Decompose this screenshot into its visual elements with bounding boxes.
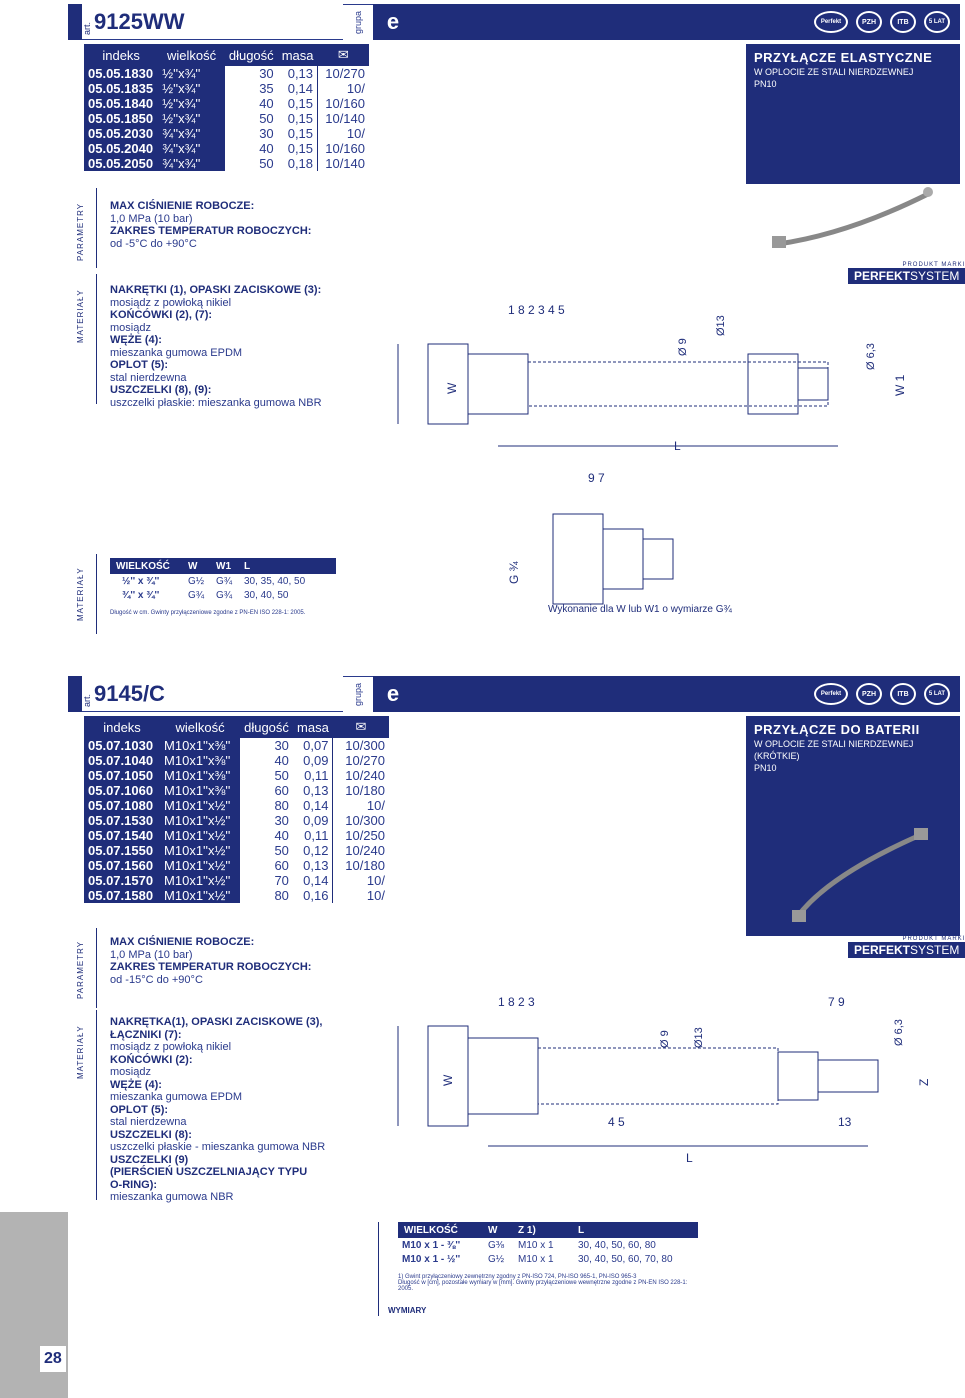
row-opakowanie: 10/ bbox=[333, 873, 389, 888]
row-dlugosc: 70 bbox=[274, 873, 289, 888]
dim-13: 13 bbox=[838, 1115, 852, 1129]
row-masa: 0,09 bbox=[303, 753, 329, 768]
product-row bbox=[84, 96, 369, 111]
row-opakowanie: 10/300 bbox=[333, 738, 389, 753]
dim-W: W bbox=[441, 1074, 455, 1086]
product-subtitle: W OPLOCIE ZE STALI NIERDZEWNEJ bbox=[754, 67, 914, 77]
col-dlugosc: długość bbox=[225, 44, 278, 66]
row-dlugosc: 30 bbox=[259, 126, 274, 141]
perfekt-logo-icon: Perfekt bbox=[814, 683, 848, 705]
5-lat-logo-icon: 5 LAT bbox=[924, 683, 950, 705]
pzh-logo-icon: PZH bbox=[856, 683, 882, 705]
row-masa: 0,13 bbox=[303, 858, 329, 873]
row-wielkosc: M10x1''x½'' bbox=[160, 873, 240, 888]
row-indeks: 05.07.1530 bbox=[84, 813, 160, 828]
row-wielkosc: M10x1''x⅜'' bbox=[160, 753, 240, 768]
row-dlugosc: 30 bbox=[274, 813, 289, 828]
dim-phi9: Ø 9 bbox=[659, 1030, 671, 1048]
col-wielkosc: wielkość bbox=[158, 44, 225, 66]
sizes-note-1: 1) Gwint przyłączeniowy zewnętrzny zgodny z PN-ISO 724, PN-ISO 965-1, PN-ISO 965-3 bbox=[398, 1274, 637, 1280]
sizes-row: M10 x 1 - ⅜'' G⅜ M10 x 1 30, 40, 50, 60, 80 bbox=[402, 1239, 656, 1251]
dim-phi13: Ø13 bbox=[715, 315, 727, 336]
row-indeks: 05.07.1540 bbox=[84, 828, 160, 843]
row-wielkosc: M10x1''x½'' bbox=[160, 828, 240, 843]
materialy-block: NAKRĘTKA(1), OPASKI ZACISKOWE (3), ŁĄCZNIKI (7): mosiądz z powłoką nikiel KOŃCÓWKI (2): mosiądz WĘŻE (4): mieszanka gumowa EPDM OPLOT (5): stal nierdzewna USZCZELKI (8): uszczelki płaskie - mieszanka gumowa NBR USZCZELKI (9) (PIERŚCIEŃ USZCZELNIAJĄCY TYPU O-RING): mieszanka gumowa NBR bbox=[110, 1016, 326, 1203]
product-row bbox=[84, 843, 389, 858]
row-opakowanie: 10/300 bbox=[333, 813, 389, 828]
row-wielkosc: M10x1''x½'' bbox=[160, 813, 240, 828]
wymiary-label: WYMIARY bbox=[388, 1306, 427, 1315]
row-indeks: 05.07.1080 bbox=[84, 798, 160, 813]
row-indeks: 05.07.1550 bbox=[84, 843, 160, 858]
product-row bbox=[84, 753, 389, 768]
sizes-row: ½'' x ¾'' G½ G¾ 30, 35, 40, 50 bbox=[122, 575, 306, 587]
product-row bbox=[84, 858, 389, 873]
row-masa: 0,18 bbox=[287, 156, 314, 171]
wykonanie-note: Wykonanie dla W lub W1 o wymiarze G¾ bbox=[548, 604, 732, 615]
product-row bbox=[84, 813, 389, 828]
page-number: 28 bbox=[40, 1346, 66, 1372]
sizes-table: WIELKOŚĆ W Z 1) L M10 x 1 - ⅜'' G⅜ M10 x 1 30, 40, 50, 60, 80 M10 x 1 - ½'' G½ M10 x 1 30, 40, 50, 60, 70, 80 1) Gwint przyłączeniowy zewnętrzny zgodny z PN-ISO 724, PN-ISO 965-1, PN-ISO 965-3 Długość w [cm], pozostałe wymiary w [mm]. Gwinty przyłączeniowe wewnętrzne zgodne z PN-EN ISO 228-1: 2005. bbox=[398, 1222, 698, 1292]
row-dlugosc: 35 bbox=[259, 81, 274, 96]
row-wielkosc: M10x1''x⅜'' bbox=[160, 768, 240, 783]
row-masa: 0,16 bbox=[303, 888, 329, 903]
row-indeks: 05.05.2030 bbox=[84, 126, 158, 141]
product-title: PRZYŁĄCZE DO BATERII bbox=[754, 722, 920, 737]
col-opakowanie-icon: ✉ bbox=[318, 44, 369, 66]
row-indeks: 05.05.1850 bbox=[84, 111, 158, 126]
row-dlugosc: 60 bbox=[274, 858, 289, 873]
row-opakowanie: 10/180 bbox=[333, 783, 389, 798]
product-subtitle-short: (KRÓTKIE) bbox=[754, 751, 800, 761]
row-opakowanie: 10/180 bbox=[333, 858, 389, 873]
certification-logos bbox=[413, 676, 960, 712]
product-row bbox=[84, 156, 369, 171]
dim-phi63: Ø 6,3 bbox=[893, 1019, 905, 1046]
row-opakowanie: 10/270 bbox=[333, 753, 389, 768]
sizes-note: Długość w cm. Gwinty przyłączeniowe zgodne z PN-EN ISO 228-1: 2005. bbox=[110, 610, 306, 616]
sizes-row: ¾'' x ¾'' G¾ G¾ 30, 40, 50 bbox=[122, 589, 289, 601]
perfekt-logo-icon: Perfekt bbox=[814, 11, 848, 33]
row-indeks: 05.07.1040 bbox=[84, 753, 160, 768]
row-wielkosc: ½''x¾'' bbox=[158, 111, 225, 126]
product-subtitle: W OPLOCIE ZE STALI NIERDZEWNEJ bbox=[754, 739, 914, 749]
row-masa: 0,07 bbox=[303, 738, 329, 753]
dim-W1: W 1 bbox=[893, 374, 907, 396]
row-wielkosc: M10x1''x⅜'' bbox=[160, 783, 240, 798]
product-row bbox=[84, 81, 369, 96]
section-header bbox=[68, 676, 960, 712]
row-indeks: 05.07.1050 bbox=[84, 768, 160, 783]
row-masa: 0,15 bbox=[287, 96, 314, 111]
row-masa: 0,12 bbox=[303, 843, 329, 858]
parametry-block: MAX CIŚNIENIE ROBOCZE: 1,0 MPa (10 bar) ZAKRES TEMPERATUR ROBOCZYCH: od -5°C do +90°C bbox=[110, 200, 312, 250]
dim-G34: G ¾ bbox=[507, 561, 521, 584]
row-indeks: 05.05.1830 bbox=[84, 66, 158, 81]
product-row bbox=[84, 111, 369, 126]
product-row bbox=[84, 783, 389, 798]
row-masa: 0,11 bbox=[304, 768, 329, 783]
row-wielkosc: ½''x¾'' bbox=[158, 66, 225, 81]
product-table bbox=[84, 44, 369, 171]
row-indeks: 05.07.1060 bbox=[84, 783, 160, 798]
row-dlugosc: 50 bbox=[274, 768, 289, 783]
row-indeks: 05.07.1580 bbox=[84, 888, 160, 903]
row-dlugosc: 30 bbox=[274, 738, 289, 753]
left-accent-bar bbox=[68, 4, 82, 40]
row-dlugosc: 40 bbox=[274, 828, 289, 843]
article-title: art. 9125WW bbox=[68, 4, 323, 40]
row-dlugosc: 80 bbox=[274, 798, 289, 813]
row-wielkosc: ¾''x¾'' bbox=[158, 126, 225, 141]
row-opakowanie: 10/140 bbox=[318, 111, 369, 126]
col-indeks: indeks bbox=[84, 716, 160, 738]
row-indeks: 05.07.1570 bbox=[84, 873, 160, 888]
sizes-note-2: Długość w [cm], pozostałe wymiary w [mm]. Gwinty przyłączeniowe wewnętrzne zgodne z PN-EN ISO 228-1: 2005. bbox=[398, 1280, 688, 1292]
product-pn: PN10 bbox=[754, 79, 777, 89]
product-section-9125ww bbox=[68, 4, 965, 644]
col-dlugosc: długość bbox=[240, 716, 293, 738]
row-opakowanie: 10/240 bbox=[333, 843, 389, 858]
materialy-block: NAKRĘTKI (1), OPASKI ZACISKOWE (3): mosiądz z powłoką nikiel KOŃCÓWKI (2), (7): mosiądz WĘŻE (4): mieszanka gumowa EPDM OPLOT (5): stal nierdzewna USZCZELKI (8), (9): uszczelki płaskie: mieszanka gumowa NBR bbox=[110, 284, 322, 409]
grupa-label: grupa bbox=[343, 676, 373, 712]
row-wielkosc: M10x1''x⅜'' bbox=[160, 738, 240, 753]
itb-logo-icon: ITB bbox=[890, 683, 916, 705]
technical-drawing-9125ww bbox=[368, 284, 907, 624]
row-masa: 0,15 bbox=[287, 126, 314, 141]
row-opakowanie: 10/160 bbox=[318, 141, 369, 156]
pzh-logo-icon: PZH bbox=[856, 11, 882, 33]
row-dlugosc: 50 bbox=[259, 156, 274, 171]
hose-photo bbox=[768, 816, 948, 926]
row-masa: 0,13 bbox=[303, 783, 329, 798]
row-wielkosc: ½''x¾'' bbox=[158, 81, 225, 96]
drawing-part-numbers: 1 8 2 3 bbox=[498, 995, 535, 1009]
product-row bbox=[84, 738, 389, 753]
row-indeks: 05.05.2050 bbox=[84, 156, 158, 171]
dim-phi9: Ø 9 bbox=[677, 338, 689, 356]
technical-drawing-9145c bbox=[368, 986, 931, 1166]
section-header bbox=[68, 4, 960, 40]
row-opakowanie: 10/ bbox=[333, 798, 389, 813]
col-masa: masa bbox=[293, 716, 333, 738]
row-masa: 0,14 bbox=[303, 873, 329, 888]
row-masa: 0,15 bbox=[287, 141, 314, 156]
row-indeks: 05.05.2040 bbox=[84, 141, 158, 156]
dim-L: L bbox=[686, 1151, 693, 1165]
group-letter: e bbox=[373, 4, 413, 40]
row-opakowanie: 10/270 bbox=[318, 66, 369, 81]
parametry-label: PARAMETRY bbox=[76, 940, 85, 1000]
row-opakowanie: 10/ bbox=[333, 888, 389, 903]
row-dlugosc: 50 bbox=[274, 843, 289, 858]
row-dlugosc: 50 bbox=[259, 111, 274, 126]
product-title: PRZYŁĄCZE ELASTYCZNE bbox=[754, 50, 933, 65]
row-wielkosc: M10x1''x½'' bbox=[160, 798, 240, 813]
row-dlugosc: 30 bbox=[259, 66, 274, 81]
row-masa: 0,14 bbox=[303, 798, 329, 813]
row-wielkosc: M10x1''x½'' bbox=[160, 858, 240, 873]
product-pn: PN10 bbox=[754, 763, 777, 773]
row-masa: 0,09 bbox=[303, 813, 329, 828]
row-indeks: 05.07.1030 bbox=[84, 738, 160, 753]
product-row bbox=[84, 66, 369, 81]
row-opakowanie: 10/250 bbox=[333, 828, 389, 843]
row-dlugosc: 60 bbox=[274, 783, 289, 798]
left-accent-bar bbox=[68, 676, 82, 712]
dim-phi63: Ø 6,3 bbox=[865, 343, 877, 370]
row-dlugosc: 40 bbox=[259, 141, 274, 156]
certification-logos bbox=[413, 4, 960, 40]
row-masa: 0,13 bbox=[287, 66, 314, 81]
product-row bbox=[84, 126, 369, 141]
product-row bbox=[84, 768, 389, 783]
parametry-block: MAX CIŚNIENIE ROBOCZE: 1,0 MPa (10 bar) ZAKRES TEMPERATUR ROBOCZYCH: od -15°C do +90°C bbox=[110, 936, 312, 986]
dim-W: W bbox=[445, 382, 459, 394]
drawing-part-numbers: 1 8 2 3 4 5 bbox=[508, 303, 565, 317]
product-row bbox=[84, 141, 369, 156]
dim-L: L bbox=[674, 439, 681, 453]
grupa-label: grupa bbox=[343, 4, 373, 40]
product-row bbox=[84, 888, 389, 903]
product-section-9145c bbox=[68, 676, 965, 1376]
col-indeks: indeks bbox=[84, 44, 158, 66]
col-wielkosc: wielkość bbox=[160, 716, 240, 738]
materialy-label: MATERIAŁY bbox=[76, 289, 85, 343]
product-row bbox=[84, 798, 389, 813]
dim-Z: Z bbox=[917, 1078, 931, 1086]
row-wielkosc: M10x1''x½'' bbox=[160, 888, 240, 903]
row-wielkosc: ¾''x¾'' bbox=[158, 141, 225, 156]
hose-photo bbox=[768, 174, 948, 254]
row-opakowanie: 10/ bbox=[318, 81, 369, 96]
product-row bbox=[84, 873, 389, 888]
row-opakowanie: 10/240 bbox=[333, 768, 389, 783]
materialy2-label: MATERIAŁY bbox=[76, 567, 85, 621]
drawing-part-numbers-79: 7 9 bbox=[828, 995, 845, 1009]
row-indeks: 05.07.1560 bbox=[84, 858, 160, 873]
row-wielkosc: ½''x¾'' bbox=[158, 96, 225, 111]
row-wielkosc: M10x1''x½'' bbox=[160, 843, 240, 858]
product-title-box bbox=[746, 44, 960, 184]
row-opakowanie: 10/160 bbox=[318, 96, 369, 111]
perfekt-system-badge: PRODUKT MARKI PERFEKTSYSTEM bbox=[848, 936, 965, 958]
row-opakowanie: 10/140 bbox=[318, 156, 369, 171]
row-masa: 0,11 bbox=[304, 828, 329, 843]
page-number-tab bbox=[0, 1212, 68, 1398]
col-opakowanie-icon: ✉ bbox=[333, 716, 389, 738]
group-letter: e bbox=[373, 676, 413, 712]
dim-phi13: Ø13 bbox=[693, 1027, 705, 1048]
product-table bbox=[84, 716, 389, 903]
row-dlugosc: 80 bbox=[274, 888, 289, 903]
sizes-table: WIELKOŚĆ W W1 L ½'' x ¾'' G½ G¾ 30, 35, 40, 50 ¾'' x ¾'' G¾ G¾ 30, 40, 50 Długość w cm. Gwinty przyłączeniowe zgodne z PN-EN ISO 228-1: 2005. bbox=[110, 558, 336, 616]
perfekt-system-badge: PRODUKT MARKI PERFEKTSYSTEM bbox=[848, 262, 965, 284]
drawing-part-numbers-97: 9 7 bbox=[588, 471, 605, 485]
product-row bbox=[84, 828, 389, 843]
5-lat-logo-icon: 5 LAT bbox=[924, 11, 950, 33]
drawing-part-numbers-45: 4 5 bbox=[608, 1115, 625, 1129]
parametry-label: PARAMETRY bbox=[76, 202, 85, 262]
sizes-row: M10 x 1 - ½'' G½ M10 x 1 30, 40, 50, 60, 70, 80 bbox=[402, 1253, 673, 1265]
article-title: art. 9145/C bbox=[68, 676, 323, 712]
row-opakowanie: 10/ bbox=[318, 126, 369, 141]
row-masa: 0,14 bbox=[287, 81, 314, 96]
materialy-label: MATERIAŁY bbox=[76, 1025, 85, 1079]
itb-logo-icon: ITB bbox=[890, 11, 916, 33]
row-indeks: 05.05.1840 bbox=[84, 96, 158, 111]
col-masa: masa bbox=[278, 44, 318, 66]
row-dlugosc: 40 bbox=[274, 753, 289, 768]
row-masa: 0,15 bbox=[287, 111, 314, 126]
row-dlugosc: 40 bbox=[259, 96, 274, 111]
row-indeks: 05.05.1835 bbox=[84, 81, 158, 96]
row-wielkosc: ¾''x¾'' bbox=[158, 156, 225, 171]
